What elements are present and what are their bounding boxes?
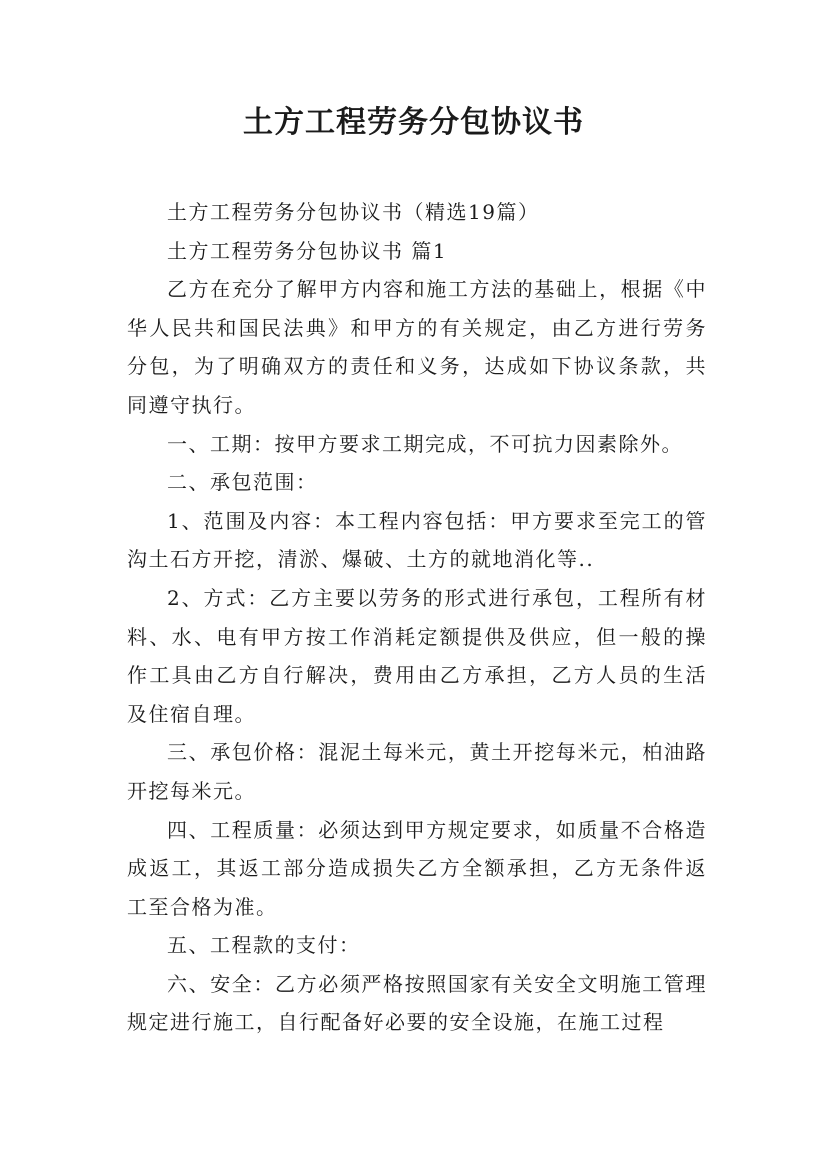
paragraph-clause-payment: 五、工程款的支付： — [167, 933, 361, 958]
paragraph-clause-duration: 一、工期：按甲方要求工期完成，不可抗力因素除外。 — [167, 431, 683, 456]
paragraph-clause-price: 三、承包价格：混泥土每米元，黄土开挖每米元，柏油路开挖每米元。 — [127, 740, 707, 803]
paragraph-clause-scope: 二、承包范围： — [167, 470, 318, 495]
paragraph-clause-safety: 六、安全：乙方必须严格按照国家有关安全文明施工管理规定进行施工，自行配备好必要的安全设施，在施工过程 — [127, 971, 707, 1035]
paragraph-scope-content: 1、范围及内容：本工程内容包括：甲方要求至完工的管沟土石方开挖，清淤、爆破、土方的就地消化等.. — [127, 508, 707, 572]
document-body — [127, 193, 707, 1042]
document-title: 土方工程劳务分包协议书 — [243, 105, 584, 140]
paragraph-preamble: 乙方在充分了解甲方内容和施工方法的基础上，根据《中华人民共和国民法典》和甲方的有关规定，由乙方进行劳务分包，为了明确双方的责任和义务，达成如下协议条款，共同遵守执行。 — [127, 277, 707, 417]
paragraph-clause-quality: 四、工程质量：必须达到甲方规定要求，如质量不合格造成返工，其返工部分造成损失乙方全额承担，乙方无条件返工至合格为准。 — [127, 817, 707, 919]
paragraph-section-heading: 土方工程劳务分包协议书 篇1 — [167, 238, 448, 263]
paragraph-scope-method: 2、方式：乙方主要以劳务的形式进行承包，工程所有材料、水、电有甲方按工作消耗定额提供及供应，但一般的操作工具由乙方自行解决，费用由乙方承担，乙方人员的生活及住宿自理。 — [127, 585, 707, 726]
paragraph-collection-heading: 土方工程劳务分包协议书（精选19篇） — [167, 200, 540, 224]
